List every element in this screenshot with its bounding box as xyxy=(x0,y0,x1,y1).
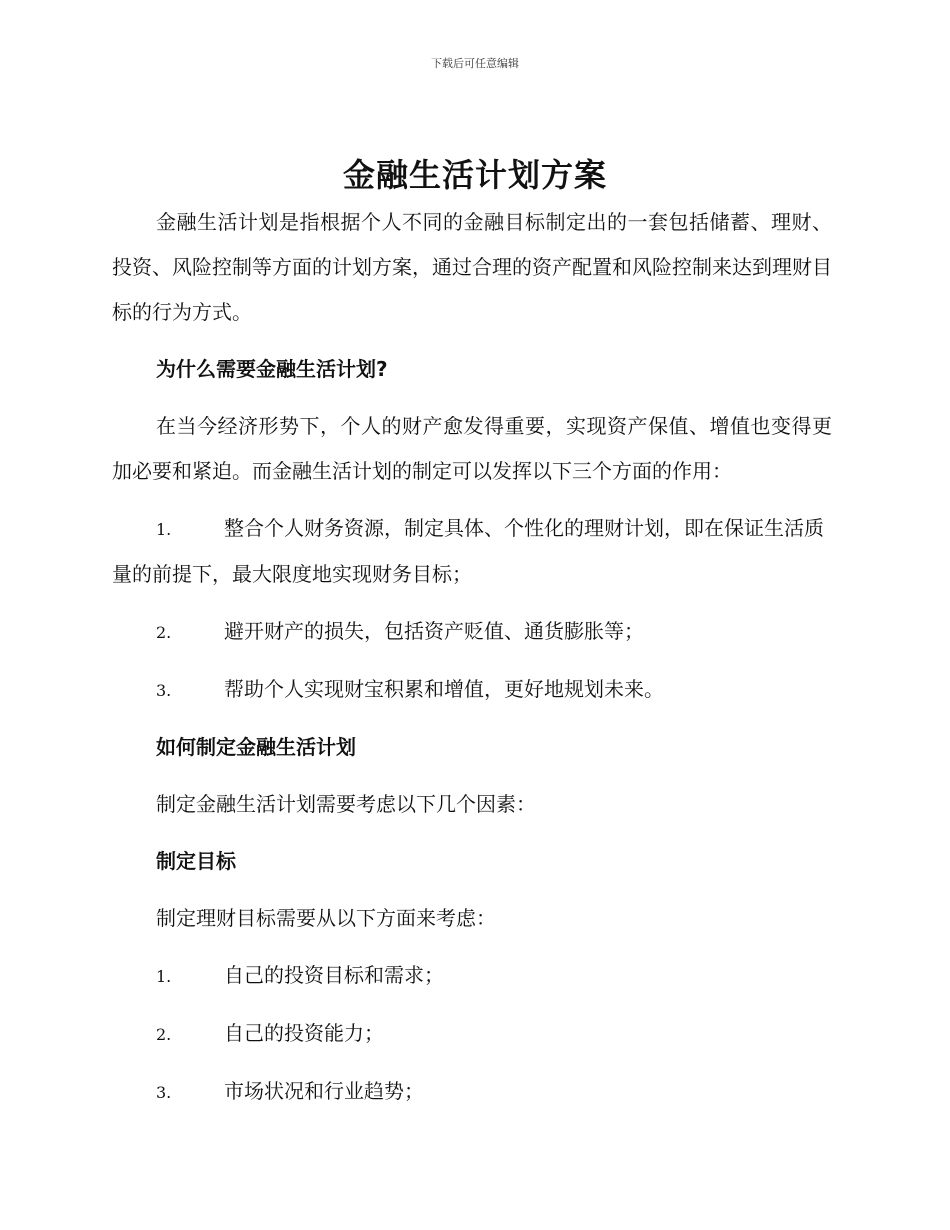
section-heading-why: 为什么需要金融生活计划? xyxy=(156,357,388,381)
intro-paragraph: 金融生活计划是指根据个人不同的金融目标制定出的一套包括储蓄、理财、投资、风险控制等方面的计划方案，通过合理的资产配置和风险控制来达到理财目标的行为方式。 xyxy=(112,210,832,324)
list-number: 1. xyxy=(156,967,172,986)
section-heading-goal: 制定目标 xyxy=(156,849,236,873)
list-text: 避开财产的损失，包括资产贬值、通货膨胀等； xyxy=(224,619,644,643)
list-item xyxy=(112,609,832,655)
header-note: 下载后可任意编辑 xyxy=(431,57,519,70)
list-item xyxy=(112,1011,832,1057)
section-paragraph-goal: 制定理财目标需要从以下方面来考虑： xyxy=(156,906,496,930)
list-item xyxy=(112,667,832,713)
list-item xyxy=(112,506,832,597)
list-text: 自己的投资目标和需求； xyxy=(224,963,444,987)
section-heading-how: 如何制定金融生活计划 xyxy=(156,735,356,759)
list-number: 3. xyxy=(156,681,172,700)
list-number: 2. xyxy=(156,1025,172,1044)
list-item xyxy=(112,1069,832,1115)
list-number: 2. xyxy=(156,623,172,642)
section-paragraph-how: 制定金融生活计划需要考虑以下几个因素： xyxy=(156,792,536,816)
list-text: 自己的投资能力； xyxy=(224,1021,384,1045)
list-item xyxy=(112,953,832,999)
list-number: 1. xyxy=(156,520,172,539)
list-text: 市场状况和行业趋势； xyxy=(224,1079,424,1103)
section-paragraph-why: 在当今经济形势下，个人的财产愈发得重要，实现资产保值、增值也变得更加必要和紧迫。而金融生活计划的制定可以发挥以下三个方面的作用： xyxy=(112,414,832,483)
document-title: 金融生活计划方案 xyxy=(342,156,607,194)
list-number: 3. xyxy=(156,1083,172,1102)
list-text: 整合个人财务资源，制定具体、个性化的理财计划，即在保证生活质量的前提下，最大限度地实现财务目标； xyxy=(112,516,824,586)
list-text: 帮助个人实现财宝积累和增值，更好地规划未来。 xyxy=(224,677,664,701)
document-body xyxy=(112,200,832,1115)
